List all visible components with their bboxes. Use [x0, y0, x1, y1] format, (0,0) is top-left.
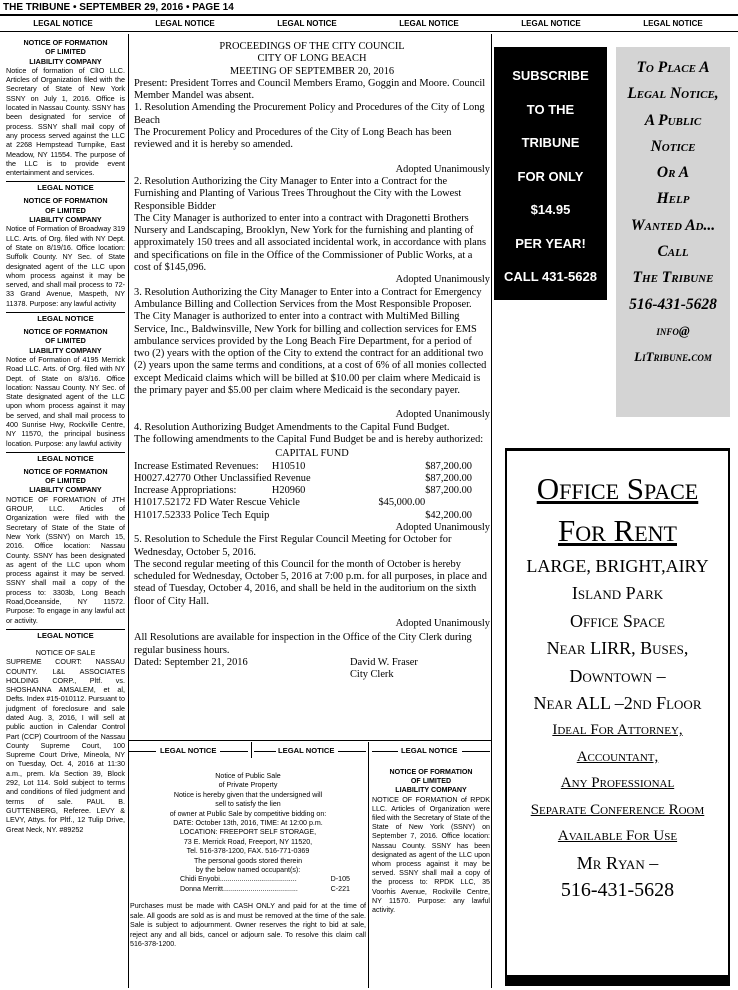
- present-line: Present: President Torres and Council Members Eramo, Goggin and Moore. Council Member Mandel was absent.: [134, 77, 486, 102]
- bottom-header-1: LEGAL NOTICE: [160, 746, 217, 755]
- signature-block: [134, 657, 490, 682]
- resolution-2-title: 2. Resolution Authorizing the City Manager to Enter into a Contract for the Furnishing and Planting of Various Trees Throughout the City with the Lowest Responsible Bidder: [134, 175, 462, 212]
- notice-body: Notice of formation of ClIO LLC. Articles of Organization filed with the Secretary of State of New York SSNY on July 1, 2016. Office is located in Nassau County. SSNY has been designated for service of process. SSNY shall mail copy of any process served against the LLC at 2268 Hempstead Turnpike, East Meadow, NY 11554. The purpose of the LLC is to provide event entertainment and services.: [6, 65, 125, 178]
- notice-of-sale: [6, 648, 125, 834]
- capital-fund-table: [134, 461, 490, 522]
- list-item: Chidi Enyobi....................................... D-105: [180, 875, 350, 884]
- bottom-section-rule: [128, 740, 492, 741]
- notice-4195-merrick: [6, 327, 125, 448]
- clerk-name: David W. Fraser: [350, 656, 418, 668]
- column-rule-right: [491, 34, 492, 988]
- sale-terms: Purchases must be made with CASH ONLY and paid for at the time of sale. All goods are sold as is and must be removed at the time of the sale. Sale is subject to adjournment. Owner reserves the right to bid at sale, reject any and all bids, cancel or adjourn sale. To resolve this claim call 516-378-1200.: [130, 902, 366, 948]
- adopted-label: Adopted Unanimously: [395, 274, 490, 286]
- bottom-header-3: LEGAL NOTICE: [401, 746, 458, 755]
- office-space-ad: Office Space For Rent LARGE, BRIGHT,AIRY Island Park Office Space Near LIRR, Buses, Downtown – Near ALL –2nd Floor Ideal For Attorney, Accountant, Any Professional Separate Conference Room Available For Use Mr Ryan – 516-431-5628: [507, 451, 728, 975]
- masthead: THE TRIBUNE • SEPTEMBER 29, 2016 • PAGE 14: [0, 0, 738, 16]
- notice-body: Notice of Formation of Broadway 319 LLC. Arts. of Org. filed with NY Dept. of State on 8/19/16. Office location: Suffolk County. NY Sec. of State designated agent of the LLC upon whom process against it may be served, and shall mail process to 72-33 Grand Avenue, Maspeth, NY 11378. Purpose: any lawful activity: [6, 224, 125, 308]
- office-contact: Mr Ryan –: [576, 852, 659, 873]
- resolution-4-title: 4. Resolution Authorizing Budget Amendments to the Capital Fund Budget.: [134, 421, 450, 433]
- adopted-label: Adopted Unanimously: [395, 409, 490, 421]
- table-row: H1017.52172 FD Water Rescue Vehicle $45,000.00: [134, 497, 426, 509]
- notice-broadway-319: [6, 196, 125, 308]
- table-row: H1017.52333 Police Tech Equip $42,200.00: [134, 509, 472, 521]
- resolution-4-body: The following amendments to the Capital Fund Budget be and is hereby authorized:: [134, 433, 484, 445]
- clerk-title: City Clerk: [350, 669, 394, 681]
- notice-body: NOTICE OF FORMATION of RPDK LLC. Articles of Organization were filed with the Secretary of State of the State of New York (SSNY) on September 7, 2016. Office location: Nassau County. SSNY has been designated as agent of the LLC upon whom process against it may be served. SSNY shall mail a copy of the process to: RPDK LLC, 35 Voorhis Avenue, Rockville Centre, NY 11570. Purpose: any lawful activity.: [372, 795, 490, 915]
- header-rule: [338, 751, 366, 752]
- strip-label-5: LEGAL NOTICE: [521, 19, 581, 28]
- resolution-3-body: The City Manager is authorized to enter into a contract with MultiMed Billing Service, Inc., Baldwinsville, New York for billing and collection services for EMS ambulance services provided by the Long Beach Fire Department, for a period of two (2) years with the option of the City to extend the contract for an additional two (2) years upon the same terms and conditions, at a cost of 6% of all monies collected except Medicaid claims which will be billed at $10.00 per claim where Medicaid is the primary payer and $5.00 per claim where Medicaid is the secondary payer.: [134, 311, 487, 397]
- bottom-header-2: LEGAL NOTICE: [278, 746, 335, 755]
- header-rule: [462, 751, 490, 752]
- notice-heading: NOTICE OF FORMATION OF LIMITED LIABILITY COMPANY: [23, 38, 108, 66]
- adopted-label: Adopted Unanimously: [395, 163, 490, 175]
- city-council-proceedings: [134, 41, 490, 682]
- header-rule: [220, 751, 248, 752]
- column-rule-left: [128, 34, 129, 988]
- table-row: Increase Appropriations: H20960 $87,200.00: [134, 485, 472, 497]
- notice-body: NOTICE OF FORMATION of JTH GROUP, LLC. Articles of Organization were filed with the Secretary of State of the State of New York (SSNY) on March 15, 2016. Office location: Nassau County. SSNY has been designated as agent of the LLC upon whom process against it may be served. SSNY shall mail a copy of the process to: 3303b, Long Beach Road,Oceanside, NY 11572. Purpose: To engage in any lawful act or activity.: [6, 494, 125, 625]
- notice-heading: NOTICE OF FORMATION OF LIMITED LIABILITY COMPANY: [23, 196, 108, 225]
- notice-heading: NOTICE OF SALE: [35, 647, 96, 657]
- strip-label-4: LEGAL NOTICE: [399, 19, 459, 28]
- office-phone: 516-431-5628: [560, 879, 675, 902]
- header-rule: [128, 751, 156, 752]
- signature: [350, 657, 490, 682]
- resolution-5-body: The second regular meeting of this Council for the month of October is hereby scheduled for Wednesday, October 5, 2016 at 7:00 p.m. for all purposes, in place and stead of Tuesday, October 4, 2016, and shall be held in the auditorium on the sixth floor of City Hall.: [134, 558, 487, 607]
- resolution-1-body: The Procurement Policy and Procedures of the City of Long Beach has been reviewed and it is hereby so amended.: [134, 127, 452, 151]
- list-item: Donna Merritt...................................... C-221: [180, 884, 350, 893]
- notice-clio-llc: [6, 38, 125, 177]
- resolution-5-title: 5. Resolution to Schedule the First Regular Council Meeting for October for Wednesday, October 5, 2016.: [134, 534, 452, 558]
- resolution-2-body: The City Manager is authorized to enter into a contract with Dragonetti Brothers Nursery and Landscaping, Brooklyn, New York for the furnishing and planting of approximately 150 trees and all associated incidental work, in accordance with plans and specifications on file in the Office of the Commissioner of Public Works, at a cost of $145,096.: [134, 212, 487, 274]
- resolution-3-title: 3. Resolution Authorizing the City Manager to Enter into a Contract for Emergency Ambulance Billing and Collection Services from the Most Responsible Proposer.: [134, 286, 482, 310]
- table-row: H0027.42770 Other Unclassified Revenue $87,200.00: [134, 472, 472, 484]
- notice-heading: NOTICE OF FORMATION OF LIMITED LIABILITY COMPANY: [23, 466, 108, 495]
- notice-jth-group: [6, 467, 125, 625]
- strip-label-2: LEGAL NOTICE: [155, 19, 215, 28]
- proceedings-title: PROCEEDINGS OF THE CITY COUNCIL CITY OF LONG BEACH MEETING OF SEPTEMBER 20, 2016: [219, 41, 405, 77]
- table-row: Increase Estimated Revenues: H10510 $87,200.00: [134, 460, 472, 472]
- strip-label-6: LEGAL NOTICE: [643, 19, 703, 28]
- left-column: [6, 38, 125, 834]
- strip-label-1: LEGAL NOTICE: [33, 19, 93, 28]
- notice-body: SUPREME COURT: NASSAU COUNTY. L&L ASSOCIATES HOLDING CORP., Pltf. vs. SHOSHANNA AMSALEM, et al, Defts. Index #15-010112. Pursuant to judgment of foreclosure and sale dated Aug. 3, 2016, I will sell at public auction in Calendar Control Part (CCP) Courtroom of the Nassau County Supreme Court, 100 Supreme Court Drive, Mineola, NY on Tuesday, Oct. 4, 2016 at 11:30 a.m., prem. k/a Section 39, Block 292, Lot 114. Sold subject to terms and conditions of filed judgment and terms of sale. PAUL B. GUTTENBERG, Referee. LEVY & LEVY, Attys. for Pltf., 12 Tulip Drive, Great Neck, NY. #89252: [6, 657, 125, 834]
- header-divider: [251, 742, 252, 758]
- subscribe-ad: SUBSCRIBE TO THE TRIBUNE FOR ONLY $14.95 PER YEAR! CALL 431-5628: [494, 47, 607, 300]
- notice-public-sale: Notice of Public Sale of Private Property Notice is hereby given that the undersigned will sell to satisfy the lien of owner at Public Sale by competitive bidding on: DATE: October 13th, 2016, TIME: At 12:00 p.m. LOCATION: FREEPORT SELF STORAGE, 73 E. Merrick Road, Freeport, NY 11520, Tel. 516-378-1200, FAX. 516-771-0369 The personal goods stored therein by the below named occupant(s): Chidi Enyobi....................................... D-105 Donna Merritt...................................... C-221 Purchases must be made with CASH ONLY and paid for at the time of sale. All goods are sold as is and must be removed at the time of the sale. Sale is subject to adjournment. Owner reserves the right to bid at sale, reject any and all bids, cancel or adjourn sale. To resolve this claim call 516-378-1200.: [130, 772, 366, 948]
- legal-notice-separator: LEGAL NOTICE: [6, 312, 125, 325]
- legal-notice-separator: LEGAL NOTICE: [6, 181, 125, 194]
- adopted-label: Adopted Unanimously: [395, 618, 490, 630]
- legal-notice-separator: LEGAL NOTICE: [6, 452, 125, 465]
- notice-heading: NOTICE OF FORMATION OF LIMITED LIABILITY COMPANY: [23, 327, 108, 355]
- notice-rpdk-llc: [372, 768, 490, 915]
- bottom-column-rule: [368, 742, 369, 988]
- legal-notice-strip: [0, 16, 738, 32]
- capital-fund-title: CAPITAL FUND: [275, 448, 349, 460]
- header-rule: [372, 751, 398, 752]
- office-headline: Office Space: [536, 471, 699, 506]
- closing-text: All Resolutions are available for inspection in the Office of the City Clerk during regular business hours.: [134, 632, 472, 656]
- resolution-1-title: 1. Resolution Amending the Procurement Policy and Procedures of the City of Long Beach: [134, 102, 485, 126]
- header-rule: [254, 751, 276, 752]
- strip-label-3: LEGAL NOTICE: [277, 19, 337, 28]
- adopted-label: Adopted Unanimously: [395, 521, 490, 533]
- office-headline-2: For Rent: [558, 513, 677, 548]
- notice-heading: NOTICE OF FORMATION OF LIMITED LIABILITY COMPANY: [389, 768, 473, 795]
- legal-notice-separator: LEGAL NOTICE: [6, 629, 125, 642]
- place-notice-ad: To Place A Legal Notice, A Public Notice Or A Help Wanted Ad... Call The Tribune 516-431-5628 info@ LiTribune.com: [616, 47, 730, 417]
- notice-body: Notice of Formation of 4195 Merrick Road LLC. Arts. of Org. filed with NY Dept. of State on 8/3/16. Office location: Nassau County. NY Sec. of State designated agent of the LLC upon whom process against it may be served, and shall mail process to 400 Sunrise Hwy, Rockville Centre, NY 11570, the principal business location. Purpose: any lawful activity: [6, 354, 125, 448]
- dated-line: Dated: September 21, 2016: [134, 656, 248, 668]
